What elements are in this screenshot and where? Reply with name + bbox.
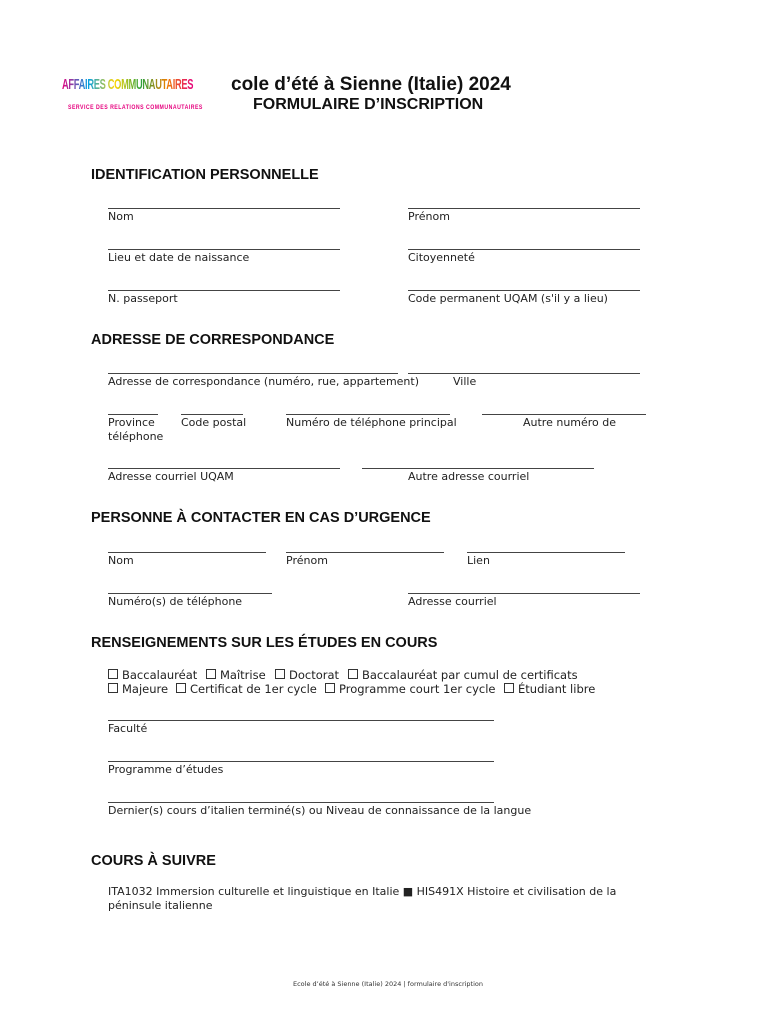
adresse-label: Adresse de correspondance (numéro, rue, appartement)	[108, 375, 419, 388]
prenom-field[interactable]	[408, 208, 640, 209]
logo-wordmark: AFFAIRES COMMUNAUTAIRES	[62, 76, 194, 93]
checkbox-certificat[interactable]: Certificat de 1er cycle	[176, 682, 317, 696]
checkbox-icon	[275, 669, 285, 679]
checkbox-bac-cumul[interactable]: Baccalauréat par cumul de certificats	[348, 668, 578, 682]
tel-principal-label: Numéro de téléphone principal	[286, 416, 457, 429]
checkbox-maitrise[interactable]: Maîtrise	[206, 668, 266, 682]
nom-label: Nom	[108, 210, 134, 223]
ville-field[interactable]	[408, 373, 640, 374]
province-label: Province	[108, 416, 155, 429]
checkbox-icon	[108, 683, 118, 693]
citoyennete-field[interactable]	[408, 249, 640, 250]
urgence-courriel-field[interactable]	[408, 593, 640, 594]
programme-label: Programme d’études	[108, 763, 224, 776]
dernier-cours-label: Dernier(s) cours d’italien terminé(s) ou Niveau de connaissance de la langue	[108, 804, 532, 817]
dernier-cours-field[interactable]	[108, 802, 494, 803]
cours-description: ITA1032 Immersion culturelle et linguistique en Italie ■ HIS491X Histoire et civilisation de la péninsule italienne	[108, 885, 617, 912]
faculte-label: Faculté	[108, 722, 148, 735]
telephone-label: téléphone	[108, 430, 164, 443]
checkbox-icon	[108, 669, 118, 679]
programme-field[interactable]	[108, 761, 494, 762]
province-field[interactable]	[108, 414, 158, 415]
checkbox-icon	[504, 683, 514, 693]
prenom-label: Prénom	[408, 210, 450, 223]
urgence-telephone-field[interactable]	[108, 593, 272, 594]
nom-field[interactable]	[108, 208, 340, 209]
urgence-lien-field[interactable]	[467, 552, 625, 553]
checkbox-etudiant-libre[interactable]: Étudiant libre	[504, 682, 595, 696]
logo-subtext: SERVICE DES RELATIONS COMMUNAUTAIRES	[68, 104, 203, 111]
page-footer: Ecole d’été à Sienne (Italie) 2024 | formulaire d'inscription	[293, 980, 483, 988]
tel-principal-field[interactable]	[286, 414, 450, 415]
urgence-nom-field[interactable]	[108, 552, 266, 553]
code-postal-label: Code postal	[181, 416, 247, 429]
urgence-prenom-field[interactable]	[286, 552, 444, 553]
urgence-lien-label: Lien	[467, 554, 490, 567]
autre-tel-label: Autre numéro de	[523, 416, 617, 429]
faculte-field[interactable]	[108, 720, 494, 721]
section-adresse-heading: ADRESSE DE CORRESPONDANCE	[91, 332, 335, 348]
urgence-courriel-label: Adresse courriel	[408, 595, 497, 608]
code-postal-field[interactable]	[181, 414, 243, 415]
autre-tel-field[interactable]	[482, 414, 646, 415]
autre-courriel-label: Autre adresse courriel	[408, 470, 530, 483]
logo	[62, 76, 232, 116]
passeport-field[interactable]	[108, 290, 340, 291]
checkbox-majeure[interactable]: Majeure	[108, 682, 168, 696]
lieu-naissance-field[interactable]	[108, 249, 340, 250]
page-subtitle: FORMULAIRE D’INSCRIPTION	[253, 96, 484, 113]
checkbox-programme-court[interactable]: Programme court 1er cycle	[325, 682, 496, 696]
section-etudes-heading: RENSEIGNEMENTS SUR LES ÉTUDES EN COURS	[91, 635, 438, 651]
checkbox-icon	[325, 683, 335, 693]
citoyennete-label: Citoyenneté	[408, 251, 475, 264]
passeport-label: N. passeport	[108, 292, 178, 305]
urgence-prenom-label: Prénom	[286, 554, 328, 567]
urgence-nom-label: Nom	[108, 554, 134, 567]
courriel-uqam-label: Adresse courriel UQAM	[108, 470, 234, 483]
lieu-naissance-label: Lieu et date de naissance	[108, 251, 250, 264]
checkbox-icon	[206, 669, 216, 679]
ville-label: Ville	[453, 375, 477, 388]
checkbox-icon	[176, 683, 186, 693]
page-title: cole d’été à Sienne (Italie) 2024	[231, 74, 511, 95]
section-identification-heading: IDENTIFICATION PERSONNELLE	[91, 167, 319, 183]
section-urgence-heading: PERSONNE À CONTACTER EN CAS D’URGENCE	[91, 510, 431, 526]
code-permanent-field[interactable]	[408, 290, 640, 291]
checkbox-doctorat[interactable]: Doctorat	[275, 668, 339, 682]
checkbox-icon	[348, 669, 358, 679]
courriel-uqam-field[interactable]	[108, 468, 340, 469]
autre-courriel-field[interactable]	[362, 468, 594, 469]
urgence-telephone-label: Numéro(s) de téléphone	[108, 595, 243, 608]
checkbox-baccalaureat[interactable]: Baccalauréat	[108, 668, 197, 682]
section-cours-heading: COURS À SUIVRE	[91, 853, 216, 869]
adresse-field[interactable]	[108, 373, 398, 374]
code-permanent-label: Code permanent UQAM (s'il y a lieu)	[408, 292, 608, 305]
